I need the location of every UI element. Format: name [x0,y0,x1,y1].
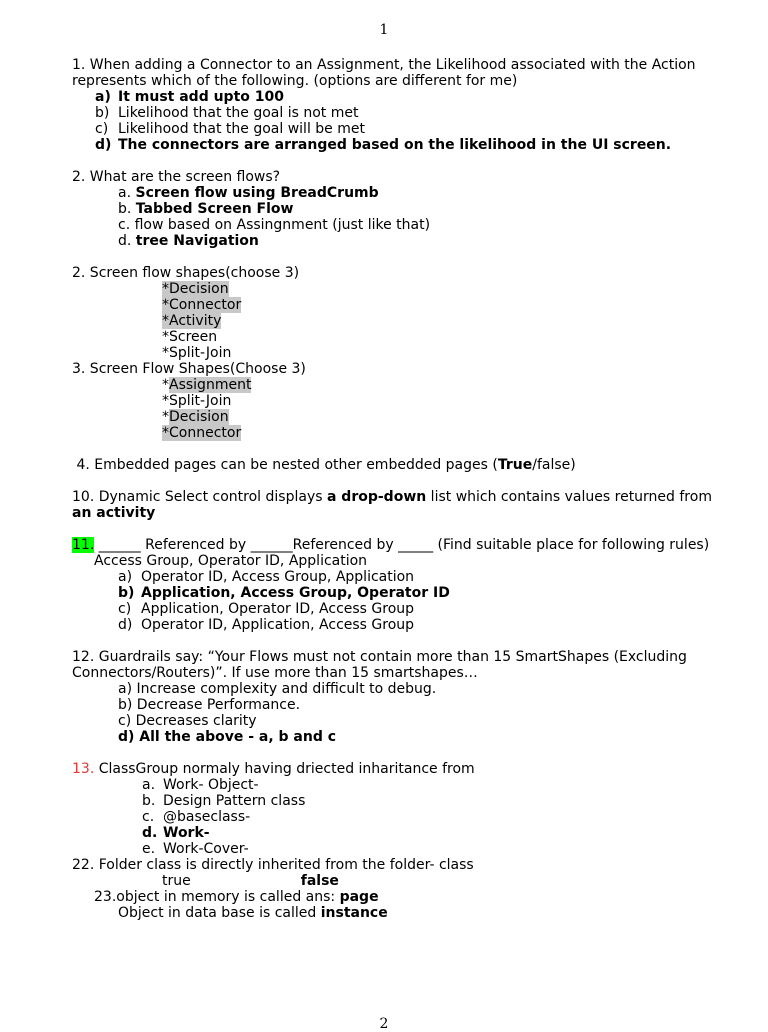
q2-option-c: c. flow based on Assingnment (just like that) [118,217,431,233]
question-1-text: 1. When adding a Connector to an Assignment, the Likelihood associated with the Action represents which of the following. (options are different for me) [72,57,696,89]
q1-option-c: c) Likelihood that the goal will be met [95,121,365,137]
q13-option-e: e. Work-Cover- [142,841,249,857]
q2b-item-decision: *Decision [162,281,229,297]
q11-option-a: a) Operator ID, Access Group, Application [118,569,415,585]
q2b-item-split-join: *Split-Join [162,345,232,361]
q12-option-a: a) Increase complexity and difficult to debug. [118,681,437,697]
q13-option-a: a. Work- Object- [142,777,259,793]
question-13-text: 13. ClassGroup normaly having driected inharitance from [72,761,475,777]
q2-option-b: b. Tabbed Screen Flow [118,201,294,217]
question-2b-text: 2. Screen flow shapes(choose 3) [72,265,300,281]
question-10-answer: an activity [72,505,156,521]
page-number-top: 1 [379,22,389,38]
q1-option-d: d) The connectors are arranged based on the likelihood in the UI screen. [95,137,672,153]
q2b-item-activity: *Activity [162,313,222,329]
q3-item-connector: *Connector [162,425,242,441]
q11-option-b: b) Application, Access Group, Operator ID [118,585,450,601]
q2b-item-screen: *Screen [162,329,218,345]
question-3-text: 3. Screen Flow Shapes(Choose 3) [72,361,306,377]
q1-option-a: a) It must add upto 100 [95,89,284,105]
question-10-text: 10. Dynamic Select control displays a drop-down list which contains values returned from [72,489,712,505]
q1-option-b: b) Likelihood that the goal is not met [95,105,359,121]
question-22-text: 22. Folder class is directly inherited from the folder- class [72,857,474,873]
document-body [72,57,722,921]
q12-option-b: b) Decrease Performance. [118,697,301,713]
q3-item-split-join: *Split-Join [162,393,232,409]
question-4-text: 4. Embedded pages can be nested other embedded pages (True/false) [72,457,576,473]
page-number-bottom: 2 [379,1016,389,1032]
question-12-text: 12. Guardrails say: “Your Flows must not contain more than 15 SmartShapes (Excluding Connectors/Routers)”. If use more than 15 smartshapes… [72,649,687,681]
q2b-item-connector: *Connector [162,297,242,313]
q12-option-d: d) All the above - a, b and c [118,729,337,745]
q13-option-b: b. Design Pattern class [142,793,306,809]
q13-option-d: d. Work- [142,825,210,841]
q2-option-a: a. Screen flow using BreadCrumb [118,185,379,201]
q11-option-d: d) Operator ID, Application, Access Group [118,617,415,633]
question-11-text: 11. ______ Referenced by ______Referenced by _____ (Find suitable place for following rules) [72,537,710,553]
question-23-line-2: Object in data base is called instance [118,905,388,921]
question-2-text: 2. What are the screen flows? [72,169,281,185]
question-11-hint: Access Group, Operator ID, Application [94,553,368,569]
question-23-line-1: 23.object in memory is called ans: page [94,889,379,905]
q3-item-assignment: *Assignment [162,377,252,393]
q12-option-c: c) Decreases clarity [118,713,257,729]
q3-item-decision: *Decision [162,409,229,425]
q13-option-c: c. @baseclass- [142,809,251,825]
q22-options: true false [162,873,339,889]
q11-option-c: c) Application, Operator ID, Access Group [118,601,415,617]
q2-option-d: d. tree Navigation [118,233,259,249]
